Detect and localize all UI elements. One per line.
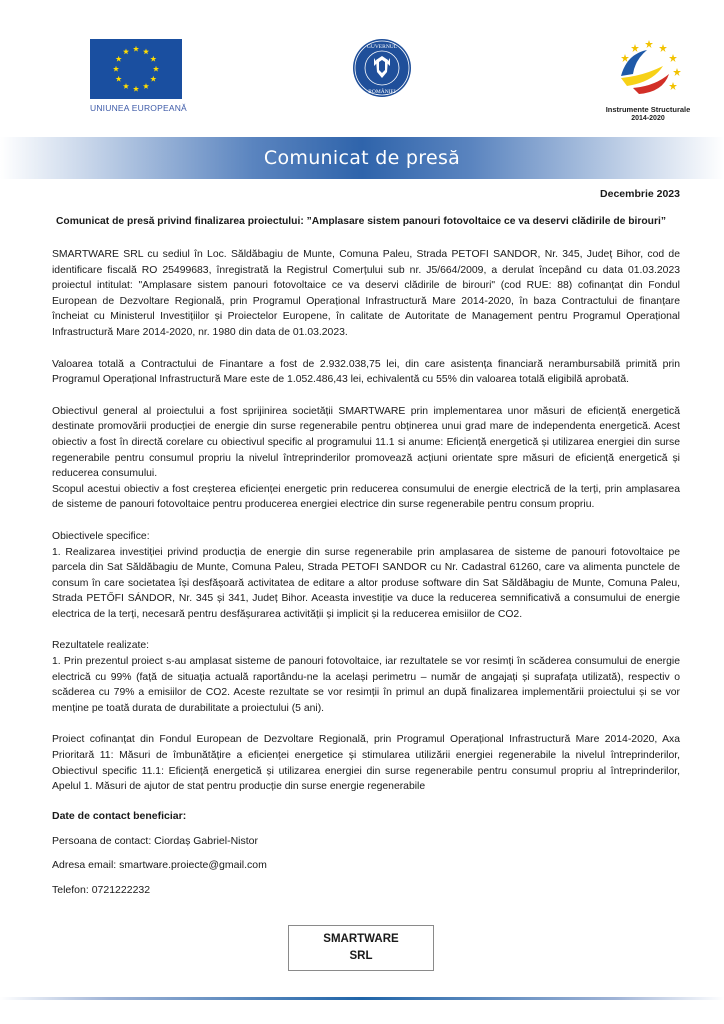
eu-caption: UNIUNEA EUROPEANĂ — [90, 103, 187, 113]
eu-flag-icon — [90, 39, 182, 99]
paragraph-value: Valoarea totală a Contractului de Finantare a fost de 2.932.038,75 lei, din care asistența financiară nerambursabilă primită prin Programul Operațional Infrastructură Mare este de 1.052.486,43 lei, echivalentă cu 55% din valoarea totală eligibilă aprobată. — [52, 358, 680, 386]
romanian-coat-of-arms-icon — [352, 38, 412, 98]
eu-star-icon — [123, 48, 129, 54]
government-of-romania-logo — [352, 38, 412, 98]
eu-star-icon — [143, 83, 149, 89]
contact-person: Persoana de contact: Ciordaș Gabriel-Nistor — [52, 834, 259, 847]
banner-title: Comunicat de presă — [263, 147, 461, 169]
release-date: Decembrie 2023 — [600, 188, 680, 200]
stamp-line-1: SMARTWARE — [323, 933, 399, 945]
stamp-line-2: SRL — [349, 950, 373, 962]
results-heading: Rezultatele realizate: — [52, 640, 150, 652]
contact-email: Adresa email: smartware.proiecte@gmail.com — [52, 859, 267, 871]
eu-star-icon — [150, 76, 156, 82]
press-release-banner — [0, 137, 724, 179]
eu-star-icon — [116, 76, 122, 82]
eu-star-icon — [116, 56, 122, 62]
logo-row — [0, 36, 724, 126]
release-body — [52, 247, 680, 795]
is-caption: Instrumente Structurale — [605, 105, 691, 114]
company-stamp-box — [288, 925, 434, 971]
contact-phone: Telefon: 0721222232 — [52, 883, 151, 896]
eu-logo — [90, 39, 187, 113]
instrumente-structurale-logo — [596, 36, 700, 123]
contact-heading: Date de contact beneficiar: — [52, 810, 187, 822]
eu-star-icon — [150, 56, 156, 62]
paragraph-result-1: 1. Prin prezentul proiect s-au amplasat sisteme de panouri fotovoltaice, iar rezultatele se vor resimți în scăderea consumului de energie electrică cu 99% (față de situația actuală raportându-ne la același perimetru – număr de angajați și suprafața utilizată), respectiv o scăderea cu 79% a emisiilor de CO2. Aceste rezultate se vor resimții în primul an după finalizarea implementării proiectului și se vor menține pe toată durata de durabilitate a proiectului (5 ani). — [52, 656, 680, 714]
paragraph-beneficiary: SMARTWARE SRL cu sediul în Loc. Săldăbagiu de Munte, Comuna Paleu, Strada PETOFI SANDOR, Nr. 345, Județ Bihor, cod de identificare fiscală RO 25499683, înregistrată la Registrul Comerțului sub nr. J5/664/2009, a derulat începând cu data 01.03.2023 proiectul intitulat: "Amplasare sistem panouri fotovoltaice ce va deservi clădirile de birouri" (cod RUE: 88) cofinanțat din Fondul European de Dezvoltare Regională, prin Programul Operațional Infrastructură Mare 2014-2020, în baza Contractului de finanțare încheiat cu Ministerul Investițiilor și Proiectelor Europene, în calitate de Autoritate de Management pentru Programul Operațional Infrastructură Mare 2014-2020, nr. 1980 din data de 01.03.2023. — [52, 249, 680, 338]
eu-star-icon — [113, 66, 119, 72]
release-subtitle: Comunicat de presă privind finalizarea proiectului: ”Amplasare sistem panouri fotovoltaice ce va deservi clădirile de birouri” — [56, 216, 666, 227]
svg-text:ROMÂNIEI: ROMÂNIEI — [368, 89, 396, 95]
paragraph-purpose: Scopul acestui obiectiv a fost creșterea eficienței energetic prin reducerea consumului de energie electrică de la terți, prin amplasarea de sisteme de panouri fotovoltaice pentru producerea energiei electrice din surse regenerabile pentru consum propriu. — [52, 483, 680, 511]
eu-star-icon — [133, 46, 139, 52]
eu-star-icon — [143, 48, 149, 54]
paragraph-cofinancing: Proiect cofinanțat din Fondul European de Dezvoltare Regională, prin Programul Operațional Infrastructură Mare 2014-2020, Axa Prioritară 11: Măsuri de îmbunătățire a eficienței energetice și stimularea utilizării energiei regenerabile la nivelul întreprinderilor, Obiectivul specific 11.1: Eficiență energetică și utilizarea energiei din surse regenerabile pentru consumul propriu al întreprinderilor, Apelul 1. Măsuri de ajutor de stat pentru producție din surse energie regenerabile — [52, 734, 680, 793]
eu-star-icon — [153, 66, 159, 72]
footer-divider — [0, 997, 724, 1000]
contact-section — [52, 810, 267, 908]
paragraph-general-objective: Obiectivul general al proiectului a fost sprijinirea societății SMARTWARE prin implementarea unor măsuri de eficiență energetică destinate promovării producției de energie din surse regenerabile pentru obținerea unui grad mare de independenta energetică. Acest obiectiv a fost în directă corelare cu obiectivul specific al programului 11.1 si anume: Eficiență energetică și utilizarea energiei din surse regenerabile pentru consumul propriu la nivelul întreprinderilor promovează acțiuni orientate spre măsuri de eficiență energetică și reducerea consumului. — [52, 405, 680, 480]
is-years: 2014-2020 — [631, 115, 665, 122]
eu-star-icon — [133, 86, 139, 92]
structural-instruments-icon — [613, 36, 683, 98]
svg-text:GUVERNUL: GUVERNUL — [366, 44, 398, 50]
paragraph-specific-objective-1: 1. Realizarea investiției privind producția de energie din surse regenerabile prin amplasarea de sisteme de panouri fotovoltaice pe parcela din Sat Săldăbagiu de Munte, Comuna Paleu, Strada PETOFI SANDOR cu Nr. Cadastral 61260, care va alimenta punctele de consum în care societatea își desfășoară activitatea de editare a altor produse software din Sat Săldăbagiu de Munte, Comuna Paleu, Strada PETŐFI SÁNDOR, Nr. 345 și 341, Județ Bihor. Aceasta investiție va duce la reducerea semnificativă a consumului de energie electrica de la terți, necesară pentru desfășurarea activității și implicit și la reducerea emisiilor de CO2. — [52, 546, 680, 620]
specific-objectives-heading: Obiectivele specifice: — [52, 530, 150, 542]
eu-star-icon — [123, 83, 129, 89]
